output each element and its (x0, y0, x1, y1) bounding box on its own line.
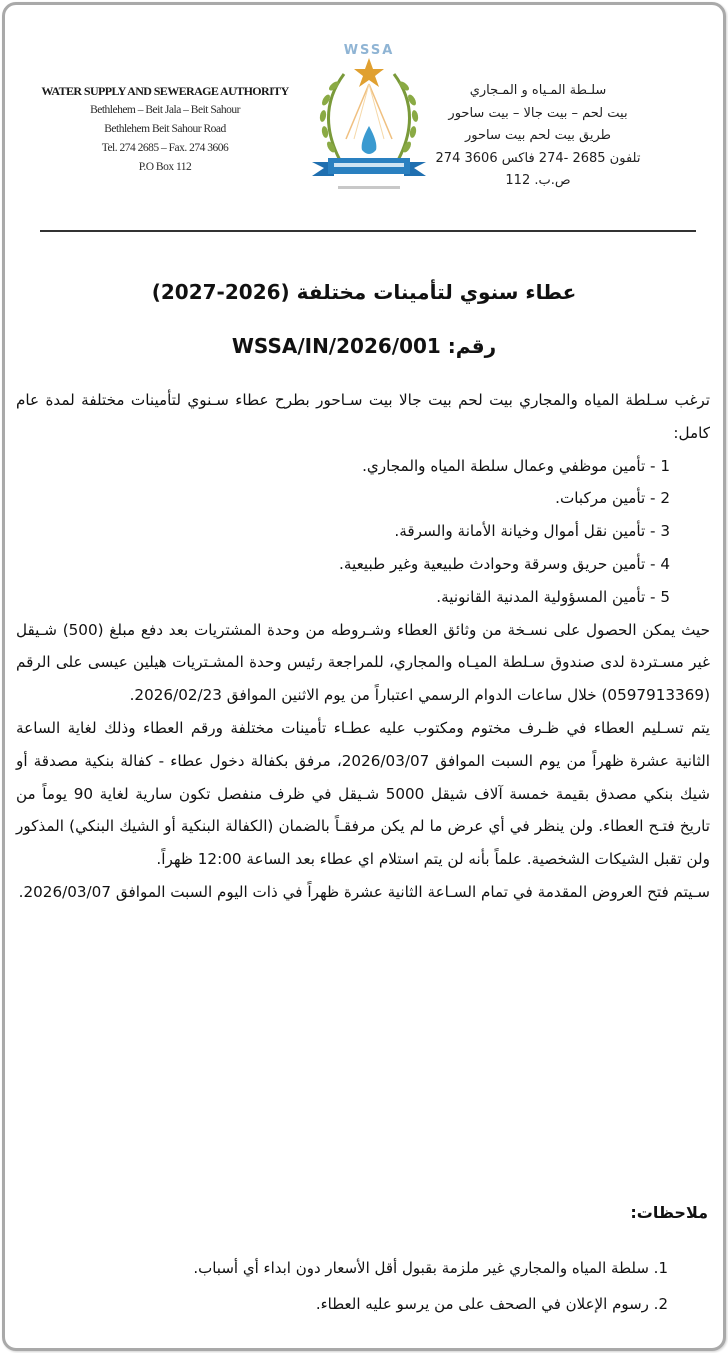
notes-list (28, 1250, 668, 1322)
org-name-ar: سلـطة المـياه و المـجاري (469, 83, 607, 98)
cities-ar: بيت لحم – بيت جالا – بيت ساحور (448, 105, 628, 121)
opening-paragraph: سـيتم فتح العروض المقدمة في تمام السـاعة الثانية عشرة ظهراً في ذات اليوم السبت الموافق 2026/03/07. (18, 882, 710, 901)
delivery-paragraph: يتم تسـليم العطاء في ظـرف مختوم ومكتوب عليه عطـاء تأمينات مختلفة ورقم العطاء وذلك لغاية الساعة الثانية عشرة ظهراً من يوم السبت الموافق 2026/03/07، مرفق بكفالة دخول عطاء - كفالة بنكية مصدقة أو شيك بنكي مصدق بقيمة خمسة آلاف شيقل 5000 شـيقل في ظرف منفصل تكون سارية لغاية 90 يوماً من تاريخ فتـح العطاء. ولن ينظر في أي عرض ما لم يكن مرفقـاً بالضمان (الكفالة البنكية أو الشيك البنكي) المذكور ولن تقبل الشيكات الشخصية. علماً بأنه لن يتم استلام اي عطاء بعد الساعة 12:00 ظهراً. (16, 718, 710, 869)
list-item: 3 - تأمين نقل أموال وخيانة الأمانة والسرقة. (394, 522, 670, 541)
list-item: 5 - تأمين المسؤولية المدنية القانونية. (436, 587, 670, 606)
po-box-en: P.O Box 112 (138, 161, 192, 173)
list-item: 2 - تأمين مركبات. (555, 489, 670, 508)
svg-text:WSSA: WSSA (343, 43, 395, 58)
english-letterhead (36, 82, 294, 177)
po-box-ar: ص.ب. 112 (505, 173, 571, 188)
note-item: 2. رسوم الإعلان في الصحف على من يرسو عليه العطاء. (315, 1295, 668, 1313)
road-ar: طريق بيت لحم بيت ساحور (464, 128, 611, 143)
documents-paragraph: حيث يمكن الحصول على نسـخة من وثائق العطاء وشـروطه من وحدة المشتريات بعد دفع مبلغ (500) شـيقل غير مسـتردة لدى صندوق سـلطة الميـاه والمجاري، للمراجعة رئيس وحدة المشـتريات هيلين عيسى على الرقم (0597913369) خلال ساعات الدوام الرسمي اعتباراً من يوم الاثنين الموافق 2026/02/23. (16, 620, 710, 705)
phone-fax-en: Tel. 274 2685 – Fax. 274 3606 (101, 142, 229, 154)
tender-body (16, 384, 710, 909)
list-item: 4 - تأمين حريق وسرقة وحوادث طبيعية وغير طبيعية. (339, 554, 670, 573)
tender-number: رقم: WSSA/IN/2026/001 (231, 334, 497, 358)
road-en: Bethlehem Beit Sahour Road (104, 123, 226, 135)
list-item: 1 - تأمين موظفي وعمال سلطة المياه والمجاري. (362, 456, 670, 475)
arabic-letterhead (408, 80, 668, 193)
insurance-list (16, 450, 710, 614)
cities-en: Bethlehem – Beit Jala – Beit Sahour (90, 104, 240, 116)
phone-fax-ar: تلفون 2685 -274 فاكس 3606 274 (435, 150, 641, 166)
notes-heading: ملاحظات: (630, 1203, 708, 1222)
tender-title: عطاء سنوي لتأمينات مختلفة (2026-2027) (151, 280, 577, 304)
header-divider (40, 230, 696, 232)
note-item: 1. سلطة المياه والمجاري غير ملزمة بقبول أقل الأسعار دون ابداء أي أسباب. (193, 1259, 668, 1277)
intro-paragraph: ترغب سـلطة المياه والمجاري بيت لحم بيت جالا بيت سـاحور بطرح عطاء سـنوي لتأمينات مختلفة لمدة عام كامل: (16, 391, 710, 442)
org-name-en: WATER SUPPLY AND SEWERAGE AUTHORITY (41, 84, 289, 98)
